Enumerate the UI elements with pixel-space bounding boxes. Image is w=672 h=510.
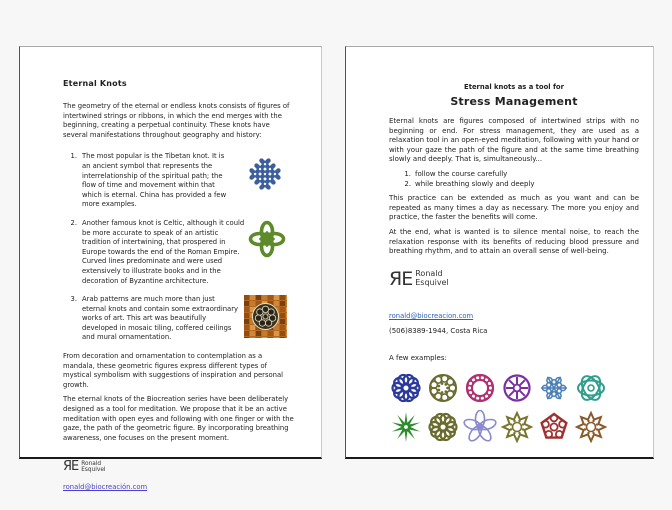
page2-paragraph-practice: This practice can be extended as much as you want and can be repeated as many times a day as necessary. The more you enjoy and practice, the faster the benefits will come. — [389, 194, 639, 222]
knot-brown-star-icon — [574, 410, 608, 444]
knot-olive-dotring-icon — [426, 371, 460, 405]
list-item-arab — [63, 295, 295, 343]
knot-teal-orbits-icon — [574, 371, 608, 405]
list-number: 3. — [70, 295, 77, 304]
ronald-esquivel-logo — [389, 268, 632, 290]
list-item-tibetan — [63, 152, 295, 210]
knot-row-1 — [389, 371, 632, 405]
knot-olive-wreath-icon — [426, 410, 460, 444]
step-2: 2. while breathing slowly and deeply — [404, 179, 535, 188]
page-1 — [19, 46, 322, 492]
knot-lavender-flower-icon — [463, 410, 497, 444]
list-item-arab-text: Arab patterns are much more than just eternal knots and contain some extraordinary works of art. This art was beautifully developed in mosaic tiling, coffered ceilings and mural ornamentation. — [82, 295, 239, 342]
knot-purple-wheel-icon — [500, 371, 534, 405]
tibetan-knot-icon — [243, 152, 287, 196]
page2-intro-paragraph: Eternal knots are figures composed of intertwined strips with no beginning or end. For stress management, they are used as a relaxation tool in an open-eyed meditation, following with your hand or with your gaze the path of the figure and at the same time breathing slowly and deeply. That is, simultaneously... — [389, 117, 639, 164]
page1-paragraph-mandala: From decoration and ornamentation to contemplation as a mandala, these geometric figures express different types of mystical symbolism with suggestions of inspiration and personal growth. — [63, 352, 284, 389]
ronald-esquivel-logo — [63, 459, 295, 474]
list-number: 1. — [70, 152, 77, 161]
logo-name: Ronald Esquivel — [81, 460, 106, 473]
knot-green-burst-icon — [389, 410, 423, 444]
logo-monogram: ЯE — [389, 267, 413, 290]
page1-intro-paragraph: The geometry of the eternal or endless knots consists of figures of intertwined strings or ribbons, in which the end merges with the beginning, creating a perpetual continuity. These knots have several manifestations throughout geography and history: — [63, 102, 290, 139]
celtic-knot-icon — [247, 219, 287, 259]
logo-monogram: ЯE — [63, 459, 79, 475]
knot-row-2 — [389, 410, 632, 444]
page-2 — [345, 46, 654, 459]
step-1: 1. follow the course carefully — [404, 169, 508, 178]
knot-magenta-ring-icon — [463, 371, 497, 405]
knot-navy-wreath-icon — [389, 371, 423, 405]
knot-darkred-pentagon-icon — [537, 410, 571, 444]
arab-mosaic-image — [244, 295, 287, 338]
email-link-page1[interactable]: ronald@biocreación.com — [63, 483, 148, 492]
examples-label: A few examples: — [389, 353, 447, 362]
list-item-tibetan-text: The most popular is the Tibetan knot. It is an ancient symbol that represents the interrelationship of the spiritual path; the flow of time and movement within that which is eternal. China has provided a few more examples. — [82, 152, 227, 209]
email-link-page2[interactable]: ronald@biocreacion.com — [389, 311, 474, 320]
page1-heading: Eternal Knots — [63, 79, 127, 88]
phone-number: (506)8389-1944, Costa Rica — [389, 326, 488, 335]
list-item-celtic — [63, 219, 295, 286]
page2-subtitle: Eternal knots as a tool for — [464, 83, 564, 91]
list-number: 2. — [70, 218, 77, 227]
steps-list — [389, 170, 632, 189]
knot-steelblue-snowflake-icon — [537, 371, 571, 405]
logo-name: Ronald Esquivel — [415, 269, 449, 287]
page1-paragraph-biocreation: The eternal knots of the Biocreation series have been deliberately designed as a tool for meditation. We propose that it be an active meditation with open eyes and following with one finger or with the gaze, the path of the geometric figure. By incorporating breathing awareness, one focuses on the present moment. — [63, 395, 294, 442]
page2-paragraph-benefits: At the end, what is wanted is to silence mental noise, to reach the relaxation response with its benefits of reducing blood pressure and breathing rhythm, and to attain an overall sense of well-being. — [389, 227, 639, 256]
knot-khaki-star-icon — [500, 410, 534, 444]
list-item-celtic-text: Another famous knot is Celtic, although it could be more accurate to speak of an artistic tradition of intertwining, that prospered in Europe towards the end of the Roman Empire. Curved lines predominate and were used extensively to illustrate books and in the decoration of Byzantine architecture. — [82, 218, 245, 285]
page2-title: Stress Management — [450, 95, 578, 108]
knot-examples-grid — [389, 371, 632, 444]
